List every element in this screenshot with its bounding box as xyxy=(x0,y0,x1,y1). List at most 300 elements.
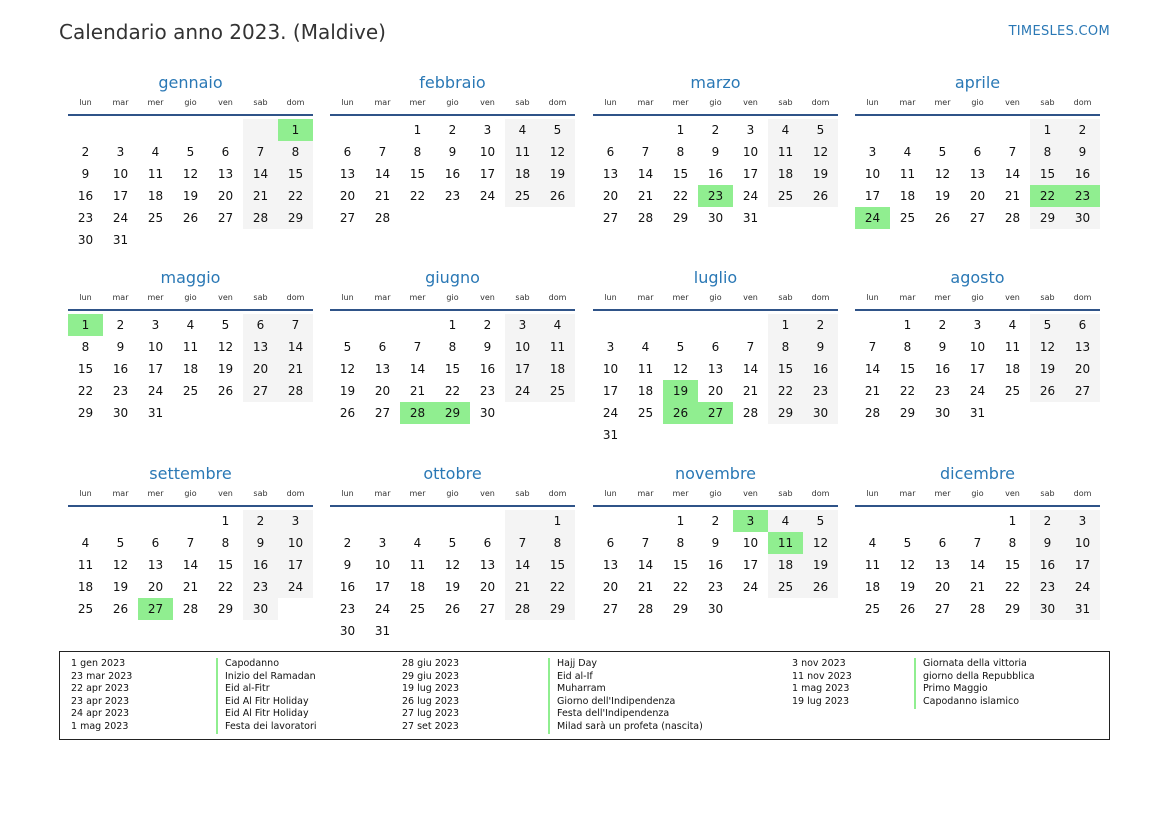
day-cell: 11 xyxy=(147,167,164,181)
day-cell: 16 xyxy=(339,580,356,594)
day-cell: 9 xyxy=(483,340,492,354)
day-cell: 10 xyxy=(742,145,759,159)
legend-date: 1 mag 2023 xyxy=(71,720,129,732)
weekday-label: sab xyxy=(1040,293,1055,302)
legend-date: 28 giu 2023 xyxy=(402,658,459,669)
day-cell: 17 xyxy=(742,558,759,572)
day-cell: 22 xyxy=(444,384,461,398)
weekday-label: mar xyxy=(637,293,654,302)
day-cell: 30 xyxy=(707,602,724,616)
empty-cell xyxy=(330,119,365,141)
day-cell: 17 xyxy=(602,384,619,398)
day-cell: 9 xyxy=(81,167,90,181)
day-cell: 31 xyxy=(1065,598,1100,620)
header-divider xyxy=(593,505,838,507)
day-cell: 9 xyxy=(1030,532,1065,554)
weekday-label: ven xyxy=(1005,98,1020,107)
weekday-label: mar xyxy=(637,98,654,107)
day-cell: 2 xyxy=(81,145,90,159)
day-cell: 22 xyxy=(899,384,916,398)
day-cell: 11 xyxy=(77,558,94,572)
holiday-day-cell: 27 xyxy=(698,402,733,424)
weekday-label: mar xyxy=(899,98,916,107)
day-cell: 14 xyxy=(637,558,654,572)
weekday-header xyxy=(593,96,838,110)
legend-holiday-name: Muharram xyxy=(557,683,606,695)
day-cell: 12 xyxy=(182,167,199,181)
page-title: Calendario anno 2023. (Maldive) xyxy=(59,20,386,44)
day-cell: 4 xyxy=(151,145,160,159)
weekday-label: dom xyxy=(811,293,830,302)
empty-cell xyxy=(628,510,663,532)
day-cell: 22 xyxy=(409,189,426,203)
day-cell: 12 xyxy=(803,141,838,163)
day-cell: 6 xyxy=(343,145,352,159)
day-cell: 1 xyxy=(221,514,230,528)
day-cell: 25 xyxy=(1004,384,1021,398)
header-divider xyxy=(855,114,1100,116)
day-cell: 20 xyxy=(147,580,164,594)
day-cell: 24 xyxy=(505,380,540,402)
day-cell: 25 xyxy=(540,380,575,402)
empty-cell xyxy=(103,510,138,532)
day-cell: 6 xyxy=(711,340,720,354)
month-aprile xyxy=(855,70,1100,229)
day-cell: 21 xyxy=(864,384,881,398)
weekday-label: sab xyxy=(1040,98,1055,107)
empty-cell xyxy=(400,510,435,532)
empty-cell xyxy=(138,119,173,141)
day-cell: 22 xyxy=(672,189,689,203)
weekday-label: dom xyxy=(811,98,830,107)
day-cell: 4 xyxy=(903,145,912,159)
day-cell: 2 xyxy=(938,318,947,332)
day-cell: 5 xyxy=(803,510,838,532)
weekday-label: mer xyxy=(934,489,951,498)
day-cell: 22 xyxy=(217,580,234,594)
day-cell: 17 xyxy=(147,362,164,376)
empty-cell xyxy=(103,119,138,141)
day-cell: 3 xyxy=(483,123,492,137)
day-cell: 25 xyxy=(182,384,199,398)
legend-holiday-name: Inizio del Ramadan xyxy=(225,670,316,682)
day-cell: 18 xyxy=(1004,362,1021,376)
day-cell: 29 xyxy=(1004,602,1021,616)
day-cell: 9 xyxy=(1065,141,1100,163)
holiday-legend xyxy=(59,651,1110,740)
day-cell: 14 xyxy=(969,558,986,572)
day-cell: 29 xyxy=(278,207,313,229)
day-cell: 29 xyxy=(540,598,575,620)
legend-names-col-3 xyxy=(923,658,1035,708)
day-cell: 18 xyxy=(182,362,199,376)
month-novembre xyxy=(593,461,838,620)
day-cell: 20 xyxy=(243,358,278,380)
empty-cell xyxy=(995,119,1030,141)
day-cell: 27 xyxy=(602,211,619,225)
weekday-label: ven xyxy=(218,293,233,302)
day-cell: 30 xyxy=(803,402,838,424)
day-cell: 6 xyxy=(938,536,947,550)
day-cell: 30 xyxy=(1030,598,1065,620)
holiday-day-cell: 23 xyxy=(1065,185,1100,207)
day-cell: 11 xyxy=(182,340,199,354)
empty-cell xyxy=(855,314,890,336)
day-cell: 28 xyxy=(969,602,986,616)
empty-cell xyxy=(365,314,400,336)
month-name: ottobre xyxy=(423,464,482,483)
holiday-day-cell: 24 xyxy=(855,207,890,229)
holiday-day-cell: 26 xyxy=(663,402,698,424)
day-cell: 28 xyxy=(1004,211,1021,225)
day-cell: 12 xyxy=(1030,336,1065,358)
weekday-label: lun xyxy=(866,293,879,302)
legend-date: 23 mar 2023 xyxy=(71,670,133,682)
weekday-label: gio xyxy=(971,293,984,302)
day-cell: 28 xyxy=(278,380,313,402)
weekday-label: lun xyxy=(604,293,617,302)
day-cell: 17 xyxy=(112,189,129,203)
day-cell: 18 xyxy=(505,163,540,185)
weekday-label: lun xyxy=(341,293,354,302)
legend-holiday-name: Eid Al Fitr Holiday xyxy=(225,708,309,720)
legend-date: 1 mag 2023 xyxy=(792,683,850,695)
day-cell: 30 xyxy=(112,406,129,420)
day-cell: 4 xyxy=(641,340,650,354)
day-cell: 16 xyxy=(77,189,94,203)
weekday-label: mer xyxy=(409,489,426,498)
day-cell: 1 xyxy=(676,123,685,137)
day-cell: 6 xyxy=(378,340,387,354)
legend-names-col-1 xyxy=(225,658,317,734)
empty-cell xyxy=(435,510,470,532)
holiday-day-cell: 28 xyxy=(400,402,435,424)
day-cell: 16 xyxy=(934,362,951,376)
day-cell: 20 xyxy=(479,580,496,594)
weekday-label: mer xyxy=(934,98,951,107)
day-cell: 3 xyxy=(746,123,755,137)
day-cell: 13 xyxy=(602,167,619,181)
day-cell: 27 xyxy=(1065,380,1100,402)
weekday-label: mar xyxy=(637,489,654,498)
day-cell: 15 xyxy=(1004,558,1021,572)
day-cell: 17 xyxy=(969,362,986,376)
day-cell: 12 xyxy=(339,362,356,376)
weekday-label: mer xyxy=(409,293,426,302)
day-cell: 7 xyxy=(1008,145,1017,159)
legend-date: 11 nov 2023 xyxy=(792,670,852,682)
day-cell: 29 xyxy=(1030,207,1065,229)
empty-cell xyxy=(925,510,960,532)
legend-marker-col-1 xyxy=(216,658,218,734)
day-cell: 25 xyxy=(899,211,916,225)
day-cell: 12 xyxy=(672,362,689,376)
weekday-label: dom xyxy=(548,98,567,107)
legend-date: 19 lug 2023 xyxy=(402,683,459,695)
day-cell: 10 xyxy=(278,532,313,554)
brand-link[interactable]: TIMESLES.COM xyxy=(1008,24,1110,39)
day-cell: 6 xyxy=(221,145,230,159)
month-name: febbraio xyxy=(419,73,486,92)
day-cell: 26 xyxy=(339,406,356,420)
day-cell: 29 xyxy=(217,602,234,616)
legend-names-col-2 xyxy=(557,658,703,734)
weekday-label: dom xyxy=(1073,489,1092,498)
day-cell: 13 xyxy=(339,167,356,181)
empty-cell xyxy=(628,314,663,336)
month-name: marzo xyxy=(690,73,741,92)
weekday-label: gio xyxy=(446,293,459,302)
day-cell: 3 xyxy=(505,314,540,336)
day-cell: 26 xyxy=(934,211,951,225)
day-cell: 9 xyxy=(243,532,278,554)
weekday-label: lun xyxy=(341,489,354,498)
day-cell: 24 xyxy=(742,189,759,203)
day-cell: 24 xyxy=(602,406,619,420)
day-cell: 7 xyxy=(973,536,982,550)
day-cell: 18 xyxy=(637,384,654,398)
day-cell: 2 xyxy=(1030,510,1065,532)
legend-date: 26 lug 2023 xyxy=(402,695,459,707)
day-cell: 5 xyxy=(540,119,575,141)
day-cell: 22 xyxy=(278,185,313,207)
day-cell: 24 xyxy=(374,602,391,616)
header-divider xyxy=(330,309,575,311)
weekday-header xyxy=(330,291,575,305)
weekday-label: dom xyxy=(811,489,830,498)
weekday-label: sab xyxy=(1040,489,1055,498)
day-cell: 18 xyxy=(768,163,803,185)
day-cell: 13 xyxy=(479,558,496,572)
weekday-label: dom xyxy=(548,293,567,302)
weekday-label: sab xyxy=(778,489,793,498)
day-cell: 1 xyxy=(1030,119,1065,141)
weekday-label: ven xyxy=(743,293,758,302)
day-cell: 31 xyxy=(374,624,391,638)
day-cell: 8 xyxy=(81,340,90,354)
weekday-label: dom xyxy=(286,293,305,302)
day-cell: 15 xyxy=(1030,163,1065,185)
day-cell: 28 xyxy=(374,211,391,225)
day-cell: 2 xyxy=(711,123,720,137)
header-divider xyxy=(855,505,1100,507)
weekday-label: mar xyxy=(112,98,129,107)
header-divider xyxy=(68,114,313,116)
day-cell: 31 xyxy=(147,406,164,420)
day-cell: 3 xyxy=(116,145,125,159)
day-cell: 29 xyxy=(672,602,689,616)
month-name: dicembre xyxy=(939,464,1016,483)
legend-holiday-name: Giorno dell'Indipendenza xyxy=(557,695,676,707)
day-cell: 8 xyxy=(278,141,313,163)
day-cell: 2 xyxy=(116,318,125,332)
day-cell: 6 xyxy=(483,536,492,550)
legend-holiday-name: Capodanno islamico xyxy=(923,695,1020,707)
day-cell: 27 xyxy=(969,211,986,225)
day-grid xyxy=(330,119,575,229)
day-grid xyxy=(855,314,1100,424)
day-cell: 15 xyxy=(409,167,426,181)
empty-cell xyxy=(470,510,505,532)
day-cell: 3 xyxy=(868,145,877,159)
day-cell: 6 xyxy=(973,145,982,159)
day-cell: 26 xyxy=(112,602,129,616)
day-cell: 15 xyxy=(768,358,803,380)
day-cell: 25 xyxy=(768,185,803,207)
legend-holiday-name: Giornata della vittoria xyxy=(923,658,1027,669)
day-cell: 18 xyxy=(540,358,575,380)
day-cell: 20 xyxy=(217,189,234,203)
day-cell: 3 xyxy=(378,536,387,550)
day-cell: 15 xyxy=(77,362,94,376)
header-divider xyxy=(330,114,575,116)
weekday-label: mer xyxy=(147,489,164,498)
day-grid xyxy=(68,119,313,251)
legend-date: 19 lug 2023 xyxy=(792,695,849,707)
empty-cell xyxy=(733,314,768,336)
day-cell: 23 xyxy=(934,384,951,398)
day-cell: 30 xyxy=(243,598,278,620)
day-cell: 26 xyxy=(540,185,575,207)
day-cell: 2 xyxy=(448,123,457,137)
day-grid xyxy=(593,510,838,620)
legend-holiday-name: Eid Al Fitr Holiday xyxy=(225,695,309,707)
day-cell: 10 xyxy=(742,536,759,550)
day-cell: 7 xyxy=(186,536,195,550)
day-cell: 4 xyxy=(186,318,195,332)
legend-holiday-name: Festa dei lavoratori xyxy=(225,720,317,732)
empty-cell xyxy=(330,314,365,336)
weekday-label: lun xyxy=(604,98,617,107)
month-marzo xyxy=(593,70,838,229)
day-cell: 5 xyxy=(938,145,947,159)
day-cell: 6 xyxy=(151,536,160,550)
weekday-label: sab xyxy=(515,489,530,498)
day-cell: 27 xyxy=(479,602,496,616)
day-cell: 18 xyxy=(409,580,426,594)
day-cell: 19 xyxy=(899,580,916,594)
empty-cell xyxy=(855,510,890,532)
day-cell: 14 xyxy=(278,336,313,358)
day-cell: 21 xyxy=(409,384,426,398)
day-cell: 24 xyxy=(147,384,164,398)
empty-cell xyxy=(173,510,208,532)
day-cell: 16 xyxy=(479,362,496,376)
day-cell: 24 xyxy=(479,189,496,203)
day-cell: 28 xyxy=(637,602,654,616)
empty-cell xyxy=(925,119,960,141)
day-cell: 2 xyxy=(803,314,838,336)
day-cell: 19 xyxy=(182,189,199,203)
header-divider xyxy=(68,309,313,311)
day-cell: 11 xyxy=(409,558,426,572)
day-cell: 25 xyxy=(768,576,803,598)
day-cell: 30 xyxy=(1065,207,1100,229)
day-cell: 7 xyxy=(641,536,650,550)
day-cell: 7 xyxy=(641,145,650,159)
weekday-header xyxy=(855,96,1100,110)
holiday-day-cell: 11 xyxy=(768,532,803,554)
day-cell: 17 xyxy=(864,189,881,203)
empty-cell xyxy=(960,510,995,532)
day-cell: 25 xyxy=(505,185,540,207)
day-cell: 1 xyxy=(413,123,422,137)
day-cell: 15 xyxy=(899,362,916,376)
weekday-label: lun xyxy=(866,489,879,498)
weekday-header xyxy=(855,291,1100,305)
day-cell: 12 xyxy=(899,558,916,572)
day-cell: 19 xyxy=(339,384,356,398)
day-cell: 23 xyxy=(803,380,838,402)
month-name: settembre xyxy=(149,464,232,483)
weekday-label: gio xyxy=(709,489,722,498)
day-cell: 14 xyxy=(637,167,654,181)
header-divider xyxy=(855,309,1100,311)
day-cell: 25 xyxy=(864,602,881,616)
day-cell: 20 xyxy=(602,580,619,594)
day-cell: 16 xyxy=(243,554,278,576)
day-cell: 21 xyxy=(1004,189,1021,203)
empty-cell xyxy=(960,119,995,141)
day-cell: 26 xyxy=(444,602,461,616)
day-cell: 20 xyxy=(374,384,391,398)
weekday-label: ven xyxy=(480,98,495,107)
weekday-label: mer xyxy=(672,98,689,107)
day-cell: 21 xyxy=(182,580,199,594)
weekday-label: mar xyxy=(112,293,129,302)
day-cell: 17 xyxy=(1065,554,1100,576)
legend-holiday-name: Primo Maggio xyxy=(923,683,988,695)
day-cell: 26 xyxy=(1030,380,1065,402)
day-cell: 3 xyxy=(973,318,982,332)
empty-cell xyxy=(855,119,890,141)
day-cell: 17 xyxy=(742,167,759,181)
day-cell: 10 xyxy=(112,167,129,181)
empty-cell xyxy=(138,510,173,532)
day-cell: 14 xyxy=(374,167,391,181)
day-cell: 28 xyxy=(505,598,540,620)
day-cell: 14 xyxy=(409,362,426,376)
weekday-label: mer xyxy=(147,98,164,107)
header-divider xyxy=(593,114,838,116)
month-settembre xyxy=(68,461,313,620)
day-cell: 23 xyxy=(479,384,496,398)
empty-cell xyxy=(593,510,628,532)
day-cell: 31 xyxy=(602,428,619,442)
day-cell: 15 xyxy=(672,167,689,181)
day-cell: 7 xyxy=(868,340,877,354)
day-cell: 8 xyxy=(448,340,457,354)
month-ottobre xyxy=(330,461,575,642)
header-divider xyxy=(68,505,313,507)
day-cell: 13 xyxy=(374,362,391,376)
month-name: aprile xyxy=(954,73,1001,92)
legend-date: 22 apr 2023 xyxy=(71,683,130,695)
day-cell: 1 xyxy=(903,318,912,332)
legend-holiday-name: Milad sarà un profeta (nascita) xyxy=(557,720,703,732)
day-cell: 14 xyxy=(864,362,881,376)
day-cell: 10 xyxy=(374,558,391,572)
empty-cell xyxy=(365,119,400,141)
day-cell: 14 xyxy=(505,554,540,576)
weekday-label: gio xyxy=(971,489,984,498)
day-cell: 7 xyxy=(243,141,278,163)
weekday-label: lun xyxy=(604,489,617,498)
day-cell: 12 xyxy=(444,558,461,572)
day-cell: 2 xyxy=(483,318,492,332)
day-cell: 5 xyxy=(676,340,685,354)
month-febbraio xyxy=(330,70,575,229)
